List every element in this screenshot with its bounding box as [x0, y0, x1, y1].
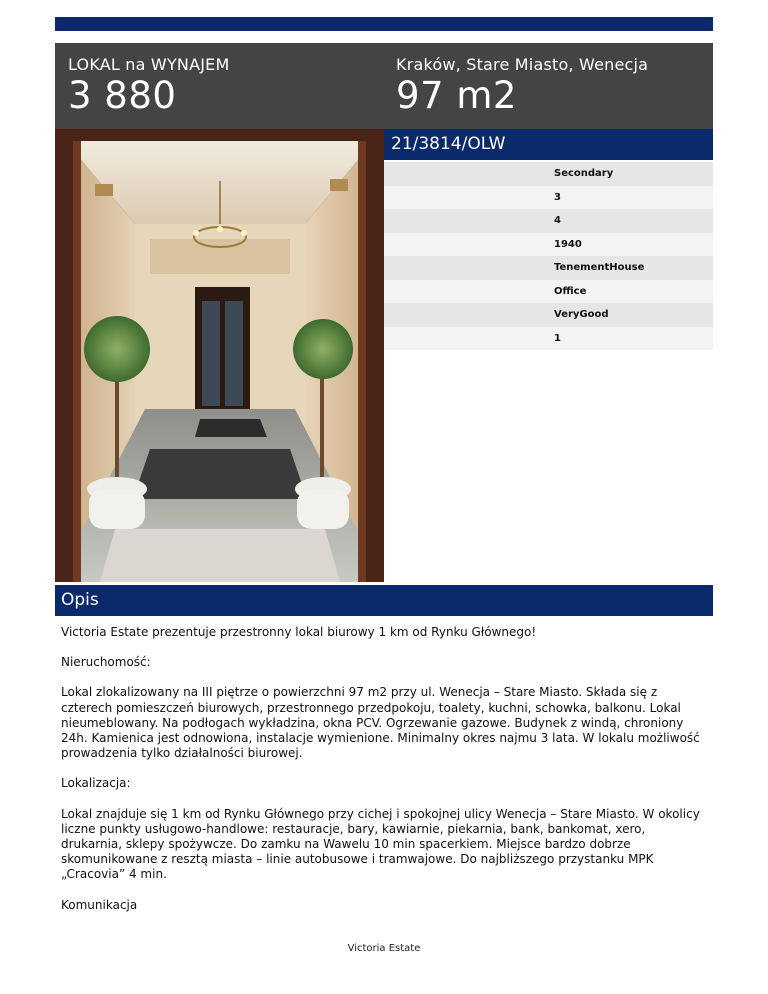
- detail-value: 3: [554, 191, 561, 203]
- description-body: [61, 625, 709, 928]
- description-paragraph: Lokal zlokalizowany na III piętrze o powierzchni 97 m2 przy ul. Wenecja – Stare Miasto. Składa się z czterech pomieszczeń biurowych, przestronnego przedpokoju, toalety, kuchni, schowka, balkonu. Lokal nieumeblowany. Na podłogach wykładzina, okna PCV. Ogrzewanie gazowe. Budynek z windą, chroniony 24h. Kamienica jest odnowiona, instalacje wymienione. Minimalny okres najmu 3 lata. W lokalu możliwość prowadzenia tylko działalności biurowej.: [61, 685, 700, 761]
- detail-row-extra: [384, 327, 713, 351]
- reference-number: 21/3814/OLW: [391, 134, 506, 154]
- detail-row-condition: [384, 303, 713, 327]
- detail-row-market: [384, 162, 713, 186]
- detail-row-building-type: [384, 256, 713, 280]
- footer-company: Victoria Estate: [347, 943, 421, 954]
- detail-value: 4: [554, 215, 561, 226]
- listing-header: [55, 43, 713, 129]
- description-paragraph: Lokalizacja:: [61, 776, 131, 791]
- detail-value: Office: [554, 285, 587, 297]
- reference-bar: [384, 129, 713, 160]
- description-section-header: [55, 585, 713, 616]
- detail-value: VeryGood: [554, 309, 609, 320]
- description-paragraph: Victoria Estate prezentuje przestronny lokal biurowy 1 km od Rynku Głównego!: [61, 625, 537, 639]
- detail-value: Secondary: [554, 168, 614, 179]
- details-table: [384, 162, 713, 350]
- detail-row-year: [384, 233, 713, 257]
- area: 97 m2: [396, 74, 517, 117]
- property-photo: [55, 129, 384, 582]
- description-paragraph: Nieruchomość:: [61, 655, 151, 670]
- section-title: Opis: [61, 590, 99, 610]
- top-accent-bar: [55, 17, 713, 31]
- detail-value: TenementHouse: [554, 262, 645, 273]
- detail-row-purpose: [384, 280, 713, 304]
- description-paragraph: Lokal znajduje się 1 km od Rynku Głównego przy cichej i spokojnej ulicy Wenecja – Stare Miasto. W okolicy liczne punkty usługowo-handlowe: restauracje, bary, kawiarnie, piekarnia, bank, bankomat, xero, drukarnia, sklepy spożywcze. Do zamku na Wawelu 10 min spacerkiem. Miejsce bardzo dobrze skomunikowane z resztą miasta – linie autobusowe i tramwajowe. Do najbliższego przystanku MPK „Cracovia” 4 min.: [61, 806, 700, 882]
- offer-type: LOKAL na WYNAJEM: [68, 55, 230, 74]
- detail-row-floors: [384, 209, 713, 233]
- detail-row-rooms: [384, 186, 713, 210]
- detail-value: 1940: [554, 238, 582, 250]
- price: 3 880: [68, 74, 177, 117]
- detail-value: 1: [554, 332, 561, 344]
- location: Kraków, Stare Miasto, Wenecja: [396, 55, 649, 74]
- description-paragraph: Komunikacja: [61, 897, 138, 912]
